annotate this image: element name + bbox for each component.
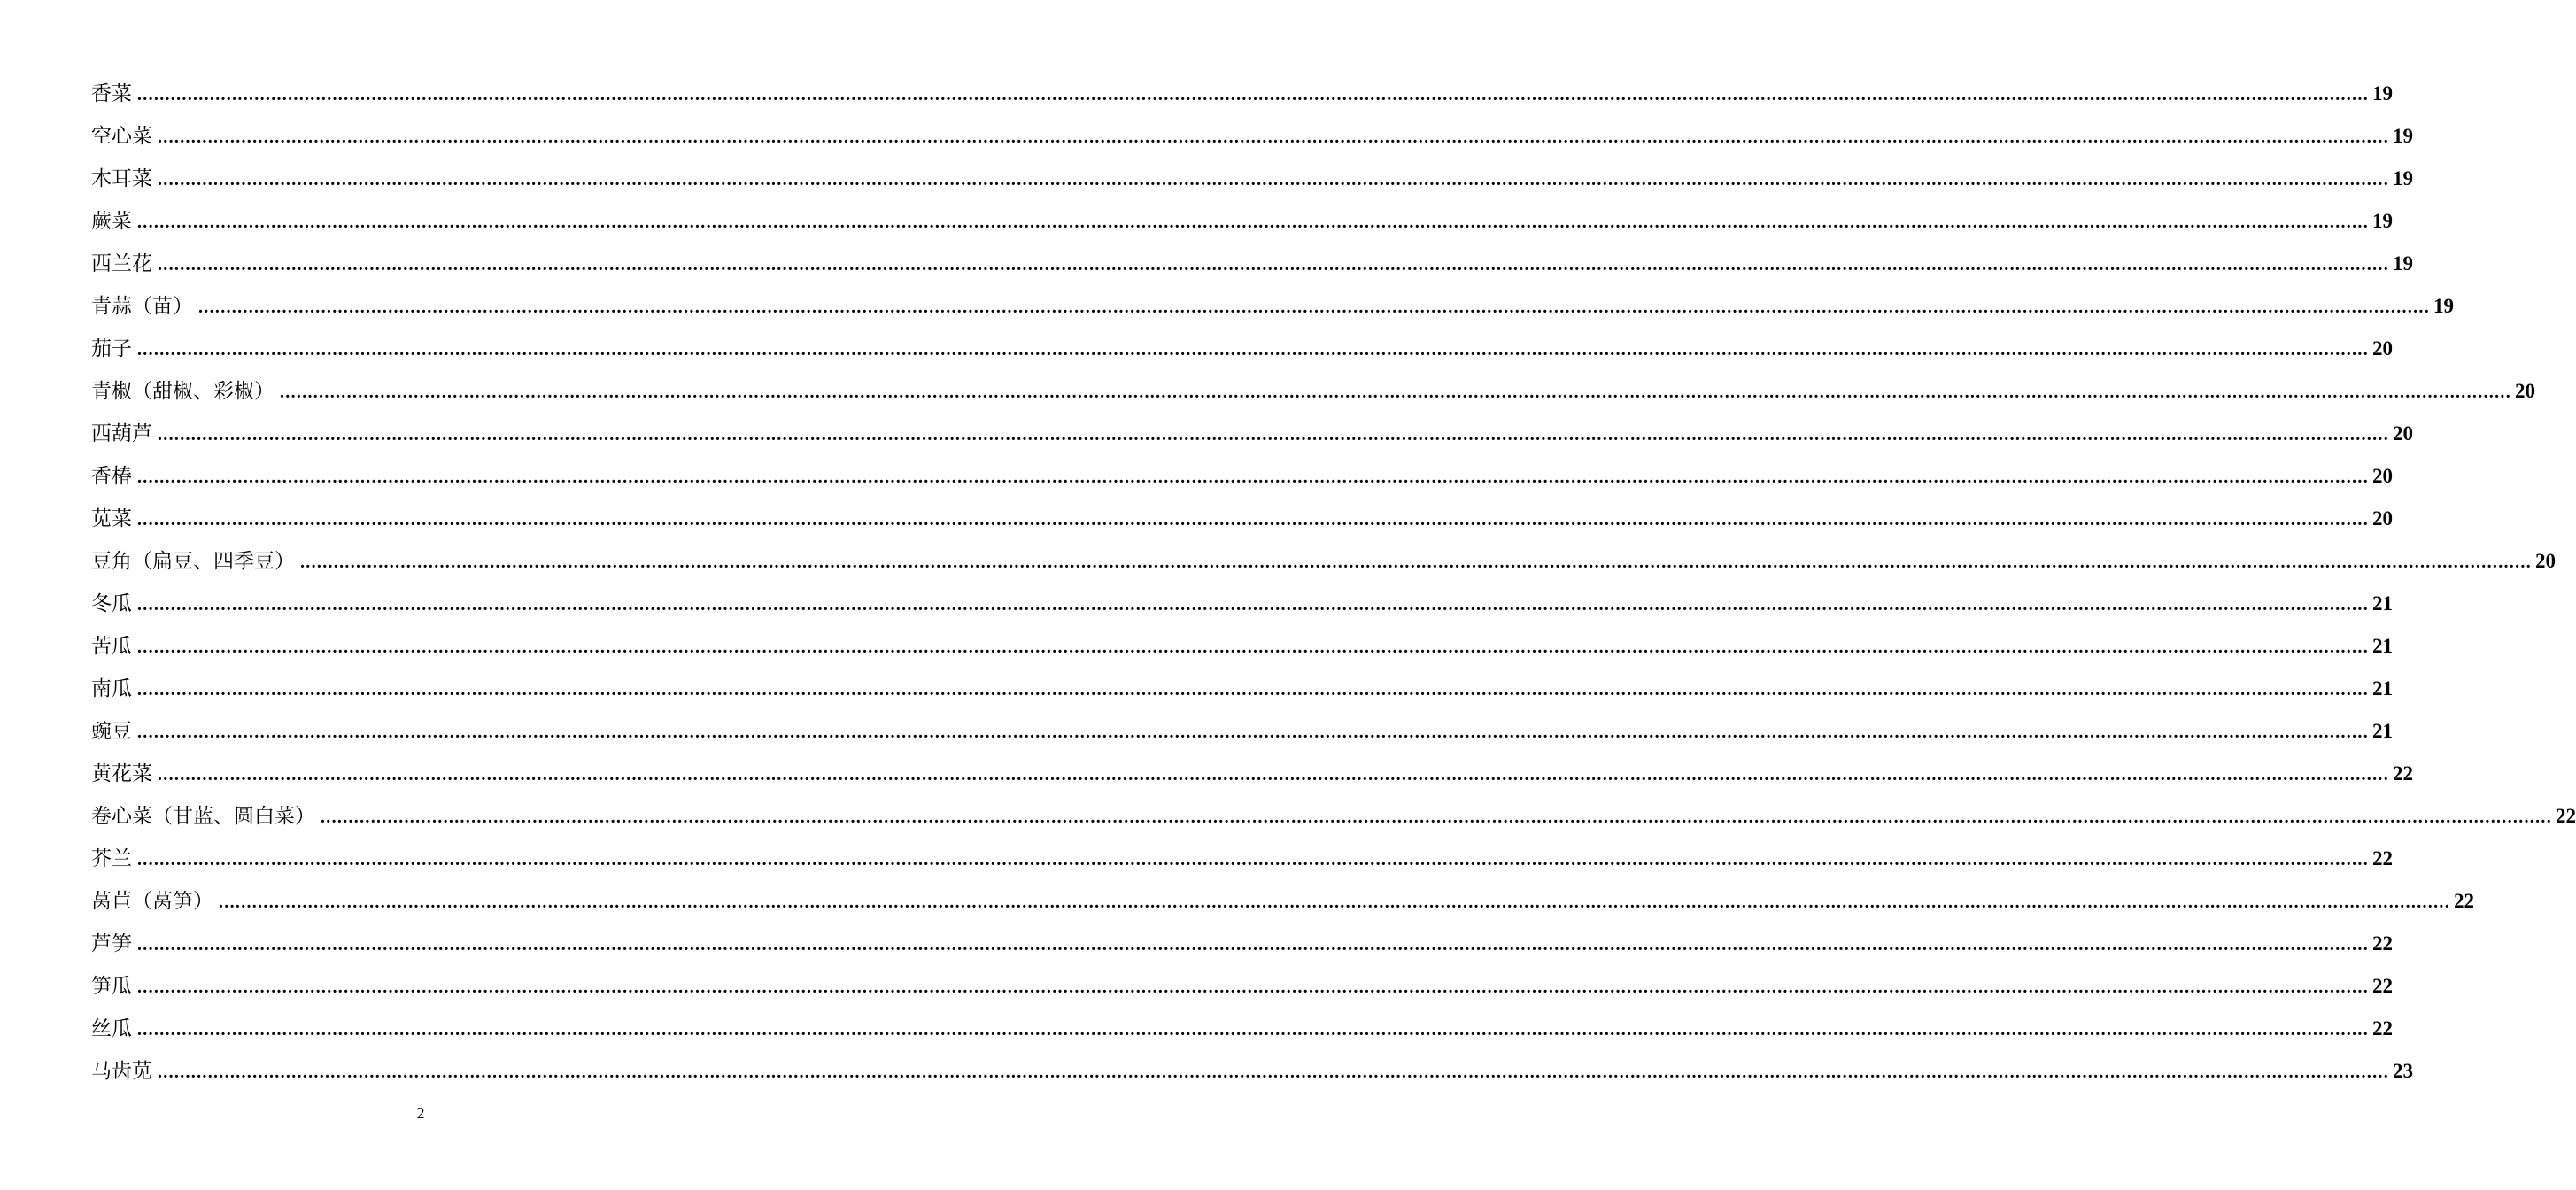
toc-entry[interactable] bbox=[91, 710, 2393, 753]
toc-entry-page-number: 19 bbox=[2372, 82, 2393, 104]
toc-entry-page-number: 22 bbox=[2372, 847, 2393, 869]
toc-entry-page-number: 19 bbox=[2372, 210, 2393, 232]
toc-entry-title: 冬瓜 bbox=[91, 592, 132, 615]
toc-dot-leader: ................................................................................................................................................................................................................................................................................................................................................................................................................ bbox=[158, 425, 2389, 444]
toc-entry-page-number: 22 bbox=[2372, 975, 2393, 997]
toc-dot-leader: ................................................................................................................................................................................................................................................................................................................................................................................................................ bbox=[158, 1062, 2389, 1082]
toc-dot-leader: ................................................................................................................................................................................................................................................................................................................................................................................................................ bbox=[137, 510, 2369, 529]
toc-entry-page-number: 22 bbox=[2454, 890, 2474, 912]
toc-entry[interactable] bbox=[91, 880, 2474, 923]
toc-dot-leader: ................................................................................................................................................................................................................................................................................................................................................................................................................ bbox=[137, 595, 2369, 614]
toc-entry[interactable] bbox=[91, 200, 2393, 243]
toc-entry-title: 木耳菜 bbox=[91, 167, 152, 190]
toc-entry-title: 苋菜 bbox=[91, 507, 132, 530]
toc-entry-page-number: 22 bbox=[2372, 932, 2393, 954]
toc-dot-leader: ................................................................................................................................................................................................................................................................................................................................................................................................................ bbox=[137, 340, 2369, 359]
toc-dot-leader: ................................................................................................................................................................................................................................................................................................................................................................................................................ bbox=[321, 808, 2552, 827]
toc-entry[interactable] bbox=[91, 965, 2393, 1008]
toc-entry-title: 空心菜 bbox=[91, 125, 152, 148]
toc-entry-title: 马齿苋 bbox=[91, 1060, 152, 1083]
toc-entry-title: 豌豆 bbox=[91, 720, 132, 743]
toc-entry-page-number: 20 bbox=[2372, 507, 2393, 529]
toc-entry-page-number: 20 bbox=[2535, 550, 2556, 572]
toc-entry-page-number: 20 bbox=[2515, 380, 2535, 402]
toc-entry-title: 香椿 bbox=[91, 465, 132, 488]
toc-entry-title: 南瓜 bbox=[91, 677, 132, 700]
toc-entry-title: 豆角（扁豆、四季豆） bbox=[91, 550, 295, 573]
toc-entry-page-number: 21 bbox=[2372, 677, 2393, 699]
toc-entry-page-number: 21 bbox=[2372, 635, 2393, 657]
toc-entry[interactable] bbox=[91, 158, 2413, 200]
toc-dot-leader: ................................................................................................................................................................................................................................................................................................................................................................................................................ bbox=[137, 978, 2369, 997]
toc-entry[interactable] bbox=[91, 583, 2393, 625]
toc-entry[interactable] bbox=[91, 795, 2576, 838]
toc-entry-title: 西兰花 bbox=[91, 252, 152, 275]
toc-entry[interactable] bbox=[91, 73, 2393, 115]
toc-entry[interactable] bbox=[91, 243, 2413, 285]
toc-dot-leader: ................................................................................................................................................................................................................................................................................................................................................................................................................ bbox=[137, 85, 2369, 104]
toc-entry-title: 茄子 bbox=[91, 337, 132, 360]
toc-dot-leader: ................................................................................................................................................................................................................................................................................................................................................................................................................ bbox=[137, 850, 2369, 869]
table-of-contents bbox=[91, 73, 2576, 1093]
toc-dot-leader: ................................................................................................................................................................................................................................................................................................................................................................................................................ bbox=[158, 765, 2389, 784]
toc-entry[interactable] bbox=[91, 455, 2393, 498]
toc-entry-page-number: 21 bbox=[2372, 720, 2393, 742]
toc-entry-page-number: 19 bbox=[2433, 295, 2454, 317]
toc-entry-page-number: 21 bbox=[2372, 592, 2393, 614]
toc-entry-title: 卷心菜（甘蓝、圆白菜） bbox=[91, 805, 315, 828]
toc-entry-page-number: 22 bbox=[2372, 1017, 2393, 1039]
toc-dot-leader: ................................................................................................................................................................................................................................................................................................................................................................................................................ bbox=[137, 468, 2369, 487]
toc-entry-title: 苦瓜 bbox=[91, 635, 132, 658]
toc-dot-leader: ................................................................................................................................................................................................................................................................................................................................................................................................................ bbox=[158, 255, 2389, 274]
toc-entry-page-number: 19 bbox=[2393, 167, 2413, 189]
toc-entry[interactable] bbox=[91, 413, 2413, 455]
toc-dot-leader: ................................................................................................................................................................................................................................................................................................................................................................................................................ bbox=[137, 212, 2369, 232]
toc-dot-leader: ................................................................................................................................................................................................................................................................................................................................................................................................................ bbox=[137, 1020, 2369, 1039]
toc-entry-page-number: 20 bbox=[2372, 337, 2393, 359]
toc-entry-title: 香菜 bbox=[91, 82, 132, 105]
toc-entry-title: 青椒（甜椒、彩椒） bbox=[91, 380, 275, 403]
toc-dot-leader: ................................................................................................................................................................................................................................................................................................................................................................................................................ bbox=[219, 892, 2450, 912]
toc-entry-title: 笋瓜 bbox=[91, 975, 132, 998]
toc-entry[interactable] bbox=[91, 115, 2413, 158]
toc-entry-title: 芦笋 bbox=[91, 932, 132, 955]
toc-entry-title: 蕨菜 bbox=[91, 210, 132, 233]
toc-entry-page-number: 20 bbox=[2393, 422, 2413, 444]
toc-entry-page-number: 19 bbox=[2393, 125, 2413, 147]
toc-entry-page-number: 19 bbox=[2393, 252, 2413, 274]
toc-dot-leader: ................................................................................................................................................................................................................................................................................................................................................................................................................ bbox=[158, 170, 2389, 189]
toc-entry[interactable] bbox=[91, 923, 2393, 965]
toc-entry[interactable] bbox=[91, 1008, 2393, 1050]
toc-entry[interactable] bbox=[91, 753, 2413, 795]
toc-dot-leader: ................................................................................................................................................................................................................................................................................................................................................................................................................ bbox=[137, 722, 2369, 742]
toc-entry[interactable] bbox=[91, 285, 2454, 328]
toc-entry[interactable] bbox=[91, 328, 2393, 370]
toc-entry-title: 西葫芦 bbox=[91, 422, 152, 445]
page-number: 2 bbox=[416, 1104, 425, 1122]
toc-entry-title: 莴苣（莴笋） bbox=[91, 890, 213, 913]
toc-entry-title: 青蒜（苗） bbox=[91, 295, 193, 318]
toc-entry-page-number: 20 bbox=[2372, 465, 2393, 487]
toc-dot-leader: ................................................................................................................................................................................................................................................................................................................................................................................................................ bbox=[280, 382, 2511, 402]
toc-entry-page-number: 23 bbox=[2393, 1060, 2413, 1082]
toc-dot-leader: ................................................................................................................................................................................................................................................................................................................................................................................................................ bbox=[137, 935, 2369, 954]
toc-entry-title: 黄花菜 bbox=[91, 762, 152, 785]
toc-dot-leader: ................................................................................................................................................................................................................................................................................................................................................................................................................ bbox=[137, 680, 2369, 699]
toc-entry[interactable] bbox=[91, 370, 2535, 413]
toc-entry[interactable] bbox=[91, 540, 2556, 583]
toc-entry[interactable] bbox=[91, 1050, 2413, 1093]
toc-dot-leader: ................................................................................................................................................................................................................................................................................................................................................................................................................ bbox=[300, 552, 2532, 572]
toc-dot-leader: ................................................................................................................................................................................................................................................................................................................................................................................................................ bbox=[158, 128, 2389, 147]
toc-entry-page-number: 22 bbox=[2556, 805, 2576, 827]
toc-dot-leader: ................................................................................................................................................................................................................................................................................................................................................................................................................ bbox=[137, 638, 2369, 657]
toc-entry-title: 丝瓜 bbox=[91, 1017, 132, 1040]
toc-entry[interactable] bbox=[91, 498, 2393, 540]
toc-entry[interactable] bbox=[91, 838, 2393, 880]
toc-entry-page-number: 22 bbox=[2393, 762, 2413, 784]
toc-dot-leader: ................................................................................................................................................................................................................................................................................................................................................................................................................ bbox=[198, 298, 2430, 317]
toc-entry-title: 芥兰 bbox=[91, 847, 132, 870]
toc-entry[interactable] bbox=[91, 625, 2393, 668]
toc-entry[interactable] bbox=[91, 668, 2393, 710]
